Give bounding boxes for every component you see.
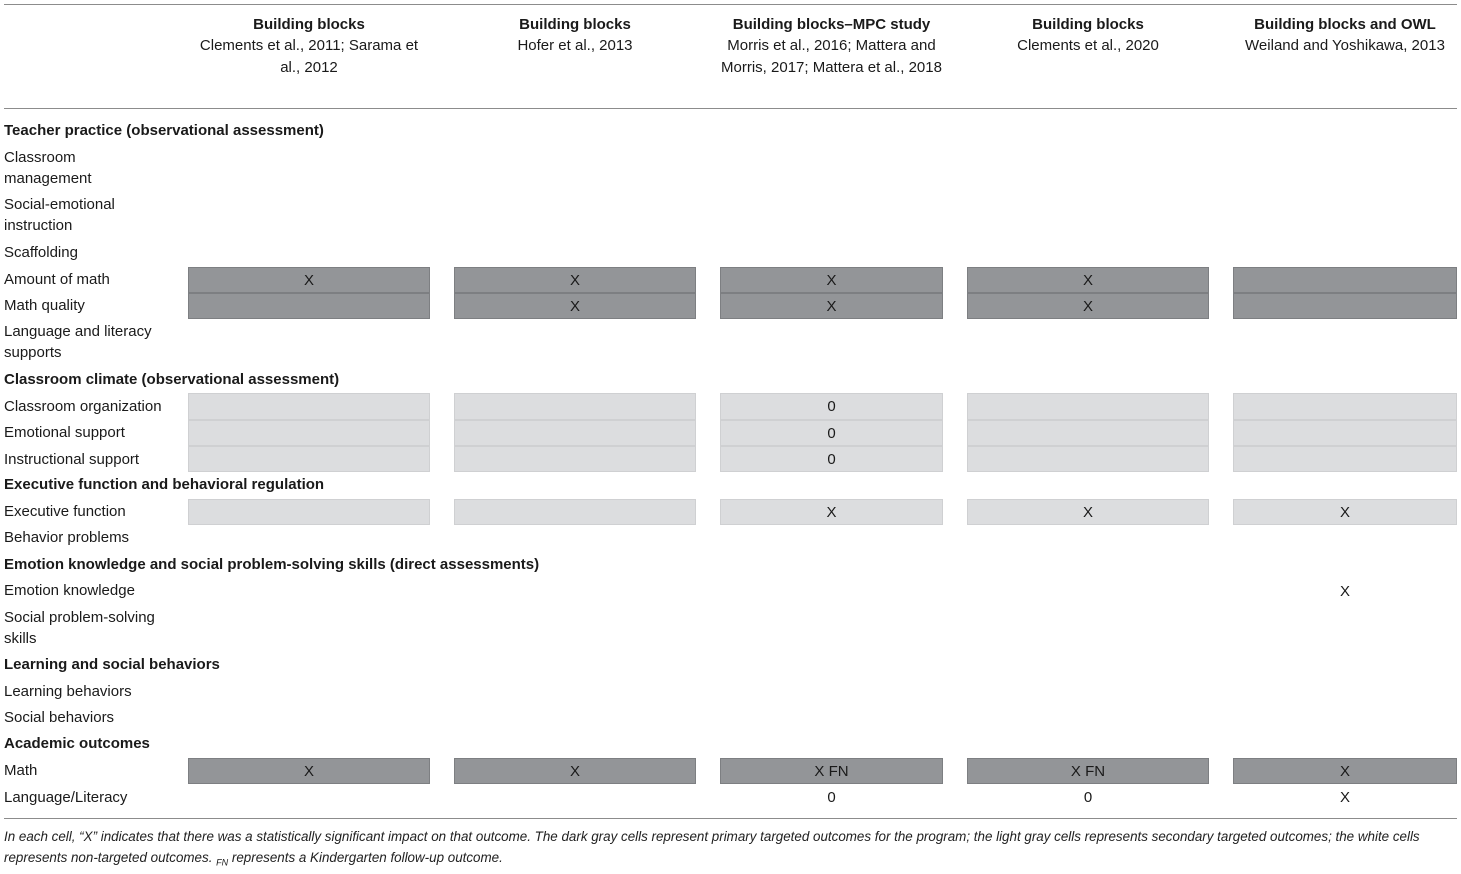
cell-math-quality-col4: X [967,293,1209,319]
row-label-emotion-knowledge: Emotion knowledge [4,582,135,599]
column-citation: Weiland and Yoshikawa, 2013 [1245,37,1445,55]
cell-instructional-support-col5 [1233,446,1457,472]
column-citation: Morris et al., 2016; Mattera and Morris, 2017; Mattera et al., 2018 [721,37,942,76]
footnote-fn-label: FN [216,857,229,868]
cell-math-col4: X FN [967,758,1209,784]
cell-language-literacy-col4: 0 [1083,788,1093,806]
cell-emotional-support-col5 [1233,420,1457,446]
column-title: Building blocks [1032,16,1144,33]
section-learning-social: Learning and social behaviors [4,656,220,673]
cell-math-col1: X [188,758,430,784]
cell-math-col2: X [454,758,696,784]
cell-math-quality-col1 [188,293,430,319]
cell-emotional-support-col3: 0 [720,420,943,446]
cell-math-quality-col5 [1233,293,1457,319]
row-label-social-emotional-instruction: Social-emotional instruction [4,196,115,235]
cell-classroom-organization-col4 [967,393,1209,420]
column-citation: Hofer et al., 2013 [517,37,633,55]
cell-instructional-support-col2 [454,446,696,472]
cell-math-col3: X FN [720,758,943,784]
row-label-emotional-support: Emotional support [4,424,125,441]
column-title: Building blocks–MPC study [732,16,931,33]
row-label-instructional-support: Instructional support [4,451,140,468]
cell-emotional-support-col2 [454,420,696,446]
header-bottom-rule [4,108,1457,109]
row-label-language-literacy-supports: Language and literacy supports [4,323,152,362]
cell-math-quality-col3: X [720,293,943,319]
row-label-math-quality: Math quality [4,297,85,314]
cell-classroom-organization-col2 [454,393,696,420]
row-label-classroom-management: Classroom management [4,149,92,188]
cell-instructional-support-col3: 0 [720,446,943,472]
column-citation: Clements et al., 2020 [1017,37,1159,55]
footnote-fn-text: represents a Kindergarten follow-up outcome. [231,850,503,865]
section-executive-function: Executive function and behavioral regulation [4,476,325,493]
row-label-math: Math [4,762,38,779]
column-citation: Clements et al., 2011; Sarama et al., 2012 [199,37,419,76]
column-header-3 [720,14,943,78]
row-label-social-behaviors: Social behaviors [4,709,115,726]
section-academic-outcomes: Academic outcomes [4,735,150,752]
column-header-5 [1233,14,1457,57]
section-teacher-practice: Teacher practice (observational assessment) [4,122,324,139]
row-label-amount-of-math: Amount of math [4,271,110,288]
row-label-language-literacy: Language/Literacy [4,789,128,806]
table-top-rule [4,4,1457,5]
cell-emotional-support-col1 [188,420,430,446]
cell-emotional-support-col4 [967,420,1209,446]
cell-language-literacy-col3: 0 [827,788,836,806]
cell-classroom-organization-col3: 0 [720,393,943,420]
cell-executive-function-col2 [454,499,696,525]
column-title: Building blocks [519,16,631,33]
cell-amount-of-math-col1: X [188,267,430,293]
cell-classroom-organization-col5 [1233,393,1457,420]
row-label-behavior-problems: Behavior problems [4,529,130,546]
cell-math-quality-col2: X [454,293,696,319]
cell-instructional-support-col1 [188,446,430,472]
column-header-1 [188,14,430,78]
cell-amount-of-math-col4: X [967,267,1209,293]
cell-amount-of-math-col5 [1233,267,1457,293]
column-header-4 [967,14,1209,57]
cell-executive-function-col1 [188,499,430,525]
cell-emotion-knowledge-col5: X [1339,582,1350,600]
table-bottom-rule [4,818,1457,819]
column-title: Building blocks and OWL [1254,16,1436,33]
cell-executive-function-col3: X [720,499,943,525]
cell-executive-function-col5: X [1233,499,1457,525]
cell-classroom-organization-col1 [188,393,430,420]
column-title: Building blocks [253,16,365,33]
row-label-learning-behaviors: Learning behaviors [4,683,132,700]
row-label-classroom-organization: Classroom organization [4,398,162,415]
cell-amount-of-math-col2: X [454,267,696,293]
column-header-2 [454,14,696,57]
cell-language-literacy-col5: X [1339,788,1350,806]
cell-instructional-support-col4 [967,446,1209,472]
section-classroom-climate: Classroom climate (observational assessment) [4,371,340,388]
section-emotion-knowledge: Emotion knowledge and social problem-solving skills (direct assessments) [4,556,540,573]
cell-math-col5: X [1233,758,1457,784]
footnote-main: In each cell, “X” indicates that there was a statistically significant impact on that outcome. The dark gray cells represent primary targeted outcomes for the program; the light gray cells represents secondary targeted outcomes; the white cells represents non-targeted outcomes. [4,829,1420,865]
row-label-scaffolding: Scaffolding [4,244,78,261]
row-label-social-problem-solving: Social problem-solving skills [4,609,155,648]
row-label-executive-function: Executive function [4,503,126,520]
cell-amount-of-math-col3: X [720,267,943,293]
cell-executive-function-col4: X [967,499,1209,525]
